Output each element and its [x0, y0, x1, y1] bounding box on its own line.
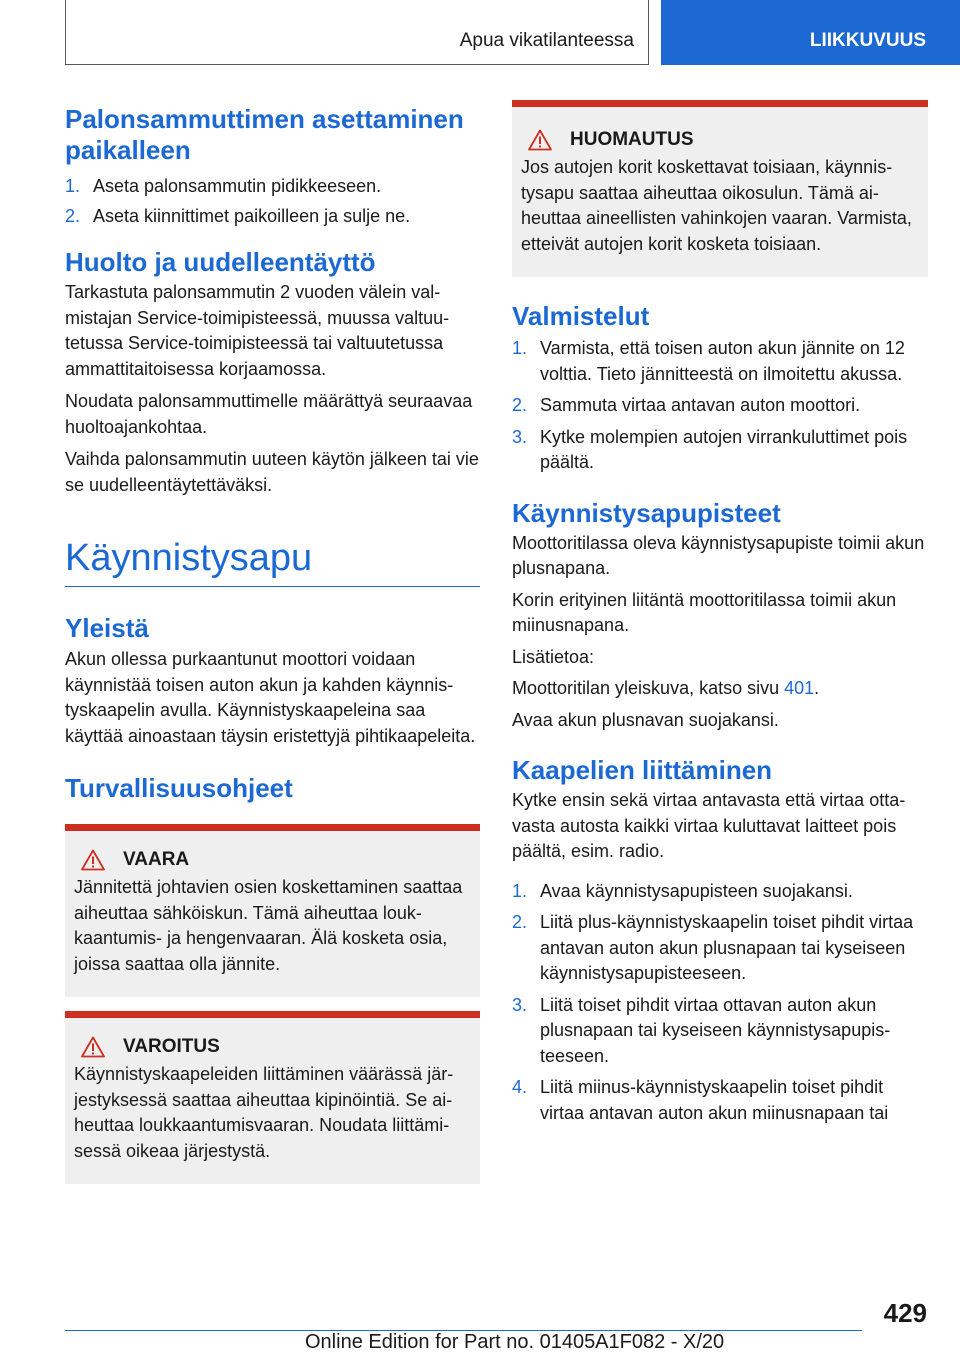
step-text: Kytke molempien autojen virrankuluttimet pois päältä.	[540, 426, 908, 472]
heading-kaapelien-liittaminen: Kaapelien liittäminen	[512, 755, 773, 785]
left-column	[65, 100, 480, 1184]
step-text: Aseta kiinnittimet paikoilleen ja sulje ne.	[93, 205, 411, 226]
list-item	[512, 993, 928, 1070]
kpist-paragraph-5: Avaa akun plusnavan suojakansi.	[512, 709, 779, 730]
step-text: Liitä toiset pihdit virtaa ottavan auton akun plusnapaan tai kyseiseen käynnistysapupisteeseen.	[540, 994, 891, 1066]
step-number: 1.	[512, 338, 528, 358]
warning-box-vaara	[65, 824, 480, 997]
chapter-title: Käynnistysapu	[65, 537, 313, 579]
warning-header	[81, 1036, 471, 1058]
warning-text: Jännitettä johtavien osien koskettaminen saattaa aiheuttaa sähköiskun. Tämä aiheuttaa loukkaantumis- ja hengenvaaran. Älä kosketa osia, joissa saattaa olla jännite.	[74, 877, 463, 974]
warning-header	[81, 849, 471, 871]
warning-box-varoitus	[65, 1011, 480, 1184]
step-text: Liitä miinus-käynnistyskaapelin toiset pihdit virtaa antavan auton akun miinusnapaan tai	[540, 1077, 889, 1123]
page-number: 429	[883, 1298, 927, 1328]
notice-header	[528, 129, 919, 151]
huolto-paragraph-2: Noudata palonsammuttimelle määrättyä seuraavaa huoltoajankohtaa.	[65, 391, 473, 437]
step-text: Aseta palonsammutin pidikkeeseen.	[93, 176, 382, 196]
step-text: Avaa käynnistysapupisteen suojakansi.	[540, 880, 853, 901]
heading-turvallisuusohjeet: Turvallisuusohjeet	[65, 773, 293, 803]
kpist-paragraph-3: Lisätietoa:	[512, 646, 595, 667]
notice-text: Jos autojen korit koskettavat toisiaan, käynnistysapu saattaa aiheuttaa oikosulun. Tämä aiheuttaa aineellisten vahinkojen vaaran. Varmista, etteivät autojen korit kosketa toisiaan.	[521, 157, 912, 254]
heading-yleista: Yleistä	[65, 613, 149, 643]
list-item	[65, 204, 480, 230]
kaapelien-steps-list	[512, 879, 928, 1127]
kpist-paragraph-4	[512, 676, 928, 702]
right-column	[512, 100, 928, 1126]
step-text: Varmista, että toisen auton akun jännite on 12 volttia. Tieto jännitteestä on ilmoitettu akussa.	[540, 338, 905, 384]
huolto-paragraph-3: Vaihda palonsammutin uuteen käytön jälkeen tai vie se uudelleentäytettäväksi.	[65, 449, 479, 495]
header-chapter-label: LIIKKUVUUS	[809, 30, 926, 51]
page-reference-link[interactable]: 401	[784, 678, 815, 698]
footer-edition-text: Online Edition for Part no. 01405A1F082 - X/20	[305, 1331, 725, 1353]
huolto-paragraph-1: Tarkastuta palonsammutin 2 vuoden välein valmistajan Service-toimipisteessä, muussa valtuutetussa Service-toimipisteessä tai valtuutetussa ammattitaitoisessa korjaamossa.	[65, 282, 450, 379]
notice-title: HUOMAUTUS	[570, 129, 694, 150]
warning-title: VAROITUS	[123, 1036, 220, 1057]
list-item	[512, 336, 928, 387]
kpist-paragraph-4-end: .	[814, 678, 820, 698]
heading-palonsammuttimen-asettaminen: Palonsammuttimen asettaminen paikalleen	[65, 104, 464, 165]
list-item	[512, 879, 928, 905]
kpist-paragraph-1: Moottoritilassa oleva käynnistysapupiste toimii akun plusnapana.	[512, 532, 925, 578]
header-chapter-tab	[661, 0, 960, 65]
heading-huolto: Huolto ja uudelleentäyttö	[65, 247, 376, 277]
list-item	[65, 174, 480, 200]
step-number: 2.	[65, 205, 81, 226]
heading-kaynnistysapupisteet: Käynnistysapupisteet	[512, 497, 781, 528]
kaapelien-paragraph: Kytke ensin sekä virtaa antavasta että virtaa ottavasta autosta kaikki virtaa kuluttavat laitteet pois päältä, esim. radio.	[512, 790, 906, 861]
list-item	[512, 910, 928, 987]
step-number: 1.	[65, 176, 81, 196]
notice-box-huomautus	[512, 100, 928, 277]
step-number: 2.	[512, 395, 528, 415]
step-number: 4.	[512, 1077, 528, 1097]
warning-text: Käynnistyskaapeleiden liittäminen väärässä järjestyksessä saattaa aiheuttaa kipinöintiä. Se aiheuttaa loukkaantumisvaaran. Noudata liittämisessä oikeaa järjestystä.	[74, 1064, 454, 1161]
step-text: Sammuta virtaa antavan auton moottori.	[540, 395, 861, 415]
list-item	[512, 425, 928, 476]
header-section-label: Apua vikatilanteessa	[459, 30, 634, 51]
kpist-paragraph-4-text: Moottoritilan yleiskuva, katso sivu	[512, 678, 785, 698]
warning-triangle-icon	[81, 849, 105, 871]
step-number: 2.	[512, 912, 528, 932]
step-number: 1.	[512, 880, 528, 901]
step-text: Liitä plus-käynnistyskaapelin toiset pihdit virtaa antavan auton akun plusnapaan tai kyseiseen käynnistysapupisteeseen.	[540, 912, 914, 983]
kpist-paragraph-2: Korin erityinen liitäntä moottoritilassa toimii akun miinusnapana.	[512, 589, 897, 635]
chapter-title-block	[65, 536, 480, 587]
warning-title: VAARA	[123, 849, 190, 870]
yleista-paragraph: Akun ollessa purkaantunut moottori voidaan käynnistää toisen auton akun ja kahden käynnistyskaapelin avulla. Käynnistyskaapeleina saa käyttää ainoastaan täysin eristettyjä pihtikaapeleita.	[65, 649, 476, 746]
warning-triangle-icon	[81, 1036, 105, 1058]
palon-steps-list	[65, 174, 480, 229]
list-item	[512, 393, 928, 419]
header-section-tab	[65, 0, 649, 65]
valmistelut-steps-list	[512, 336, 928, 476]
step-number: 3.	[512, 426, 528, 447]
heading-valmistelut: Valmistelut	[512, 301, 650, 331]
warning-triangle-icon	[528, 129, 552, 151]
list-item	[512, 1075, 928, 1126]
step-number: 3.	[512, 994, 528, 1015]
